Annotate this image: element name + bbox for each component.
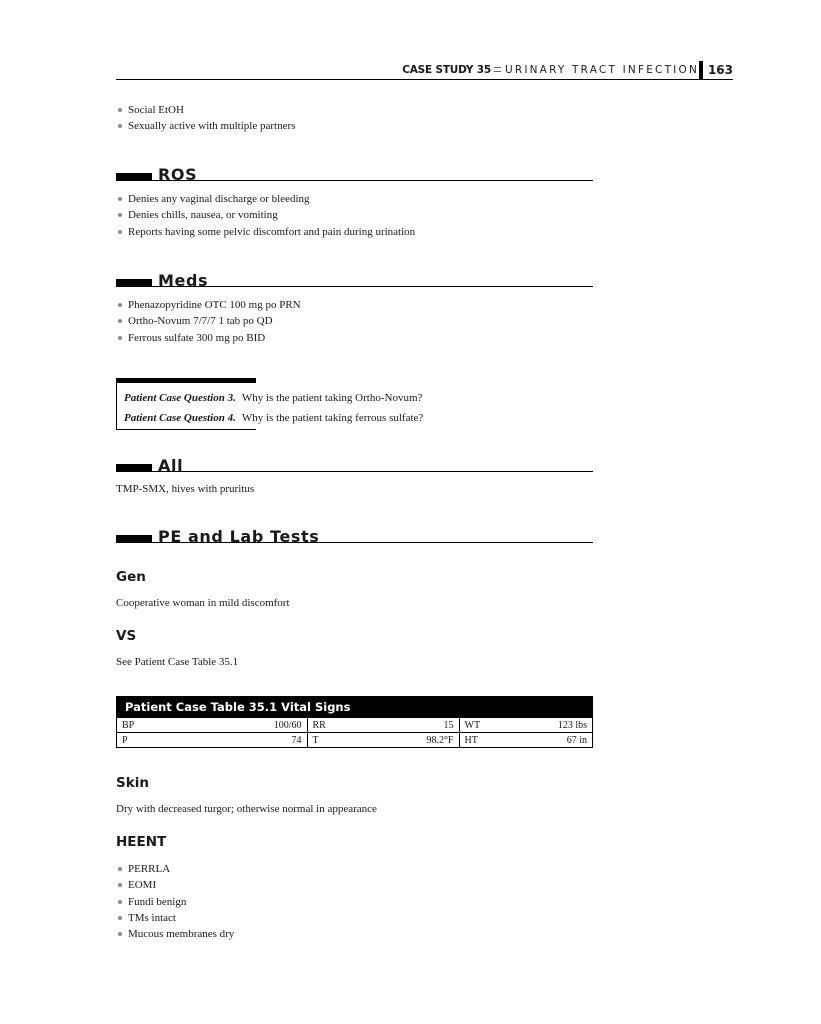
running-header-text xyxy=(402,64,699,76)
section-title: All xyxy=(158,456,184,475)
question-text: Why is the patient taking Ortho-Novum? xyxy=(241,392,423,404)
list-item: Mucous membranes dry xyxy=(116,926,234,942)
heading-bar xyxy=(116,279,152,286)
list-item: Social EtOH xyxy=(116,102,295,118)
running-header xyxy=(116,61,733,80)
table-row xyxy=(117,718,592,733)
list-item: Fundi benign xyxy=(116,894,234,910)
case-question-3 xyxy=(124,392,422,404)
list-item: Ortho-Novum 7/7/7 1 tab po QD xyxy=(116,313,301,329)
table-cell: 123 lbs xyxy=(497,718,592,733)
table-cell: 74 xyxy=(155,733,307,748)
table-cell: 15 xyxy=(345,718,459,733)
table-cell: P xyxy=(117,733,155,748)
section-title: ROS xyxy=(158,165,198,184)
section-title: PE and Lab Tests xyxy=(158,527,320,546)
list-item: Sexually active with multiple partners xyxy=(116,118,295,134)
table-cell: WT xyxy=(459,718,497,733)
list-item: EOMI xyxy=(116,877,234,893)
case-question-4 xyxy=(124,412,423,424)
heading-bar xyxy=(116,535,152,542)
question-text: Why is the patient taking ferrous sulfate? xyxy=(241,412,424,424)
heent-list xyxy=(116,861,234,942)
case-topic: URINARY TRACT INFECTION xyxy=(504,64,699,76)
list-item: Phenazopyridine OTC 100 mg po PRN xyxy=(116,297,301,313)
gen-text: Cooperative woman in mild discomfort xyxy=(116,597,290,609)
list-item: Denies any vaginal discharge or bleeding xyxy=(116,191,415,207)
allergies-text: TMP-SMX, hives with pruritus xyxy=(116,483,255,495)
list-item: PERRLA xyxy=(116,861,234,877)
list-item: Reports having some pelvic discomfort and pain during urination xyxy=(116,224,415,240)
ros-list xyxy=(116,191,415,240)
table-cell: 98.2°F xyxy=(345,733,459,748)
table-cell: HT xyxy=(459,733,497,748)
question-label: Patient Case Question 4. xyxy=(124,412,236,424)
skin-text: Dry with decreased turgor; otherwise normal in appearance xyxy=(116,803,377,815)
subheading-vs: VS xyxy=(116,628,137,644)
section-heading-ros xyxy=(116,160,593,184)
vital-signs-grid xyxy=(117,717,592,747)
section-title: Meds xyxy=(158,271,209,290)
social-history-list xyxy=(116,102,295,135)
page-number: 163 xyxy=(699,61,733,79)
list-item: TMs intact xyxy=(116,910,234,926)
vs-text: See Patient Case Table 35.1 xyxy=(116,656,239,668)
separator-icon xyxy=(494,67,501,72)
table-title: Patient Case Table 35.1 Vital Signs xyxy=(117,697,592,717)
subheading-gen: Gen xyxy=(116,569,146,585)
heading-bar xyxy=(116,464,152,471)
subheading-skin: Skin xyxy=(116,775,149,791)
heading-bar xyxy=(116,173,152,180)
list-item: Denies chills, nausea, or vomiting xyxy=(116,207,415,223)
table-cell: BP xyxy=(117,718,155,733)
meds-list xyxy=(116,297,301,346)
section-heading-all xyxy=(116,451,593,475)
section-heading-pe xyxy=(116,522,593,546)
table-cell: 100/60 xyxy=(155,718,307,733)
question-label: Patient Case Question 3. xyxy=(124,392,236,404)
case-study-label: CASE STUDY 35 xyxy=(402,64,491,76)
table-row xyxy=(117,733,592,748)
section-heading-meds xyxy=(116,266,593,290)
list-item: Ferrous sulfate 300 mg po BID xyxy=(116,330,301,346)
table-cell: T xyxy=(307,733,345,748)
table-cell: RR xyxy=(307,718,345,733)
table-cell: 67 in xyxy=(497,733,592,748)
vital-signs-table xyxy=(116,696,593,748)
subheading-heent: HEENT xyxy=(116,834,167,850)
